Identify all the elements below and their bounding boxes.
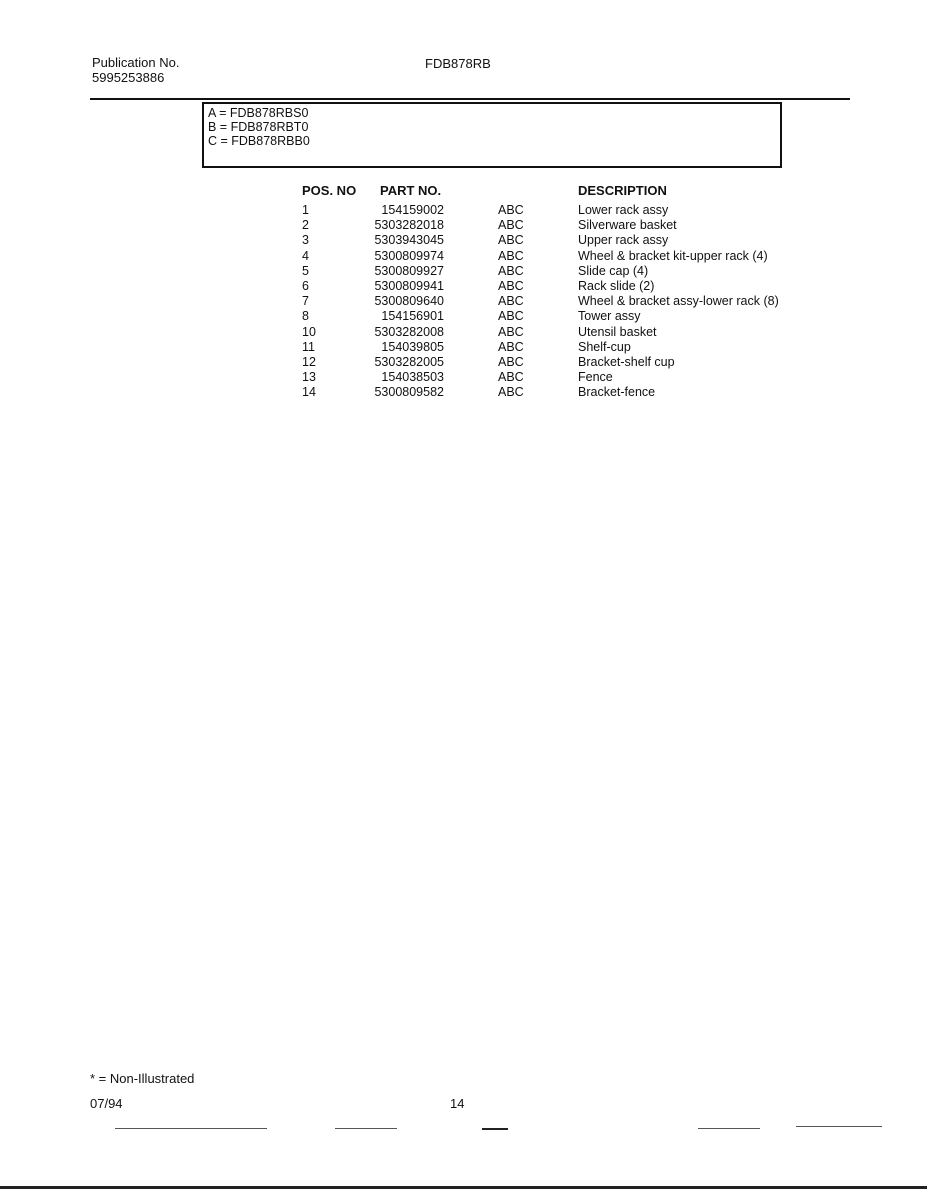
row-models: ABC: [498, 294, 524, 309]
row-pos-number: 3: [302, 233, 309, 248]
table-row: [0, 264, 927, 279]
footer-date: 07/94: [90, 1096, 123, 1111]
publication-label: Publication No.: [92, 55, 180, 70]
row-description: Utensil basket: [578, 324, 657, 339]
model-legend-list: [208, 106, 310, 148]
row-pos-number: 11: [302, 339, 315, 354]
row-part-number: 5300809927: [374, 263, 444, 278]
row-part-number: 5300809640: [374, 294, 444, 309]
row-models: ABC: [498, 309, 524, 324]
row-models: ABC: [498, 233, 524, 248]
row-part-number: 5300809582: [374, 385, 444, 400]
row-description: Shelf-cup: [578, 339, 631, 354]
row-description: Wheel & bracket assy-lower rack (8): [578, 294, 779, 309]
row-pos-number: 7: [302, 294, 309, 309]
table-row: [0, 233, 927, 248]
table-row: [0, 279, 927, 294]
row-part-number: 5303943045: [374, 233, 444, 248]
row-models: ABC: [498, 324, 524, 339]
row-part-number: 154039805: [381, 339, 444, 354]
table-row: [0, 218, 927, 233]
row-pos-number: 12: [302, 355, 316, 369]
row-description: Bracket-fence: [578, 385, 656, 400]
table-row: [0, 370, 927, 385]
row-pos-number: 1: [302, 203, 309, 217]
row-models: ABC: [498, 263, 524, 278]
table-row: [0, 309, 927, 324]
footer-dash: [698, 1128, 760, 1129]
row-part-number: 154159002: [381, 203, 444, 217]
row-models: ABC: [498, 248, 524, 263]
page-number: 14: [450, 1096, 465, 1111]
header-divider: [90, 98, 850, 100]
publication-number: 5995253886: [92, 70, 165, 85]
row-pos-number: 5: [302, 263, 309, 278]
row-models: ABC: [498, 355, 524, 369]
table-row: [0, 385, 927, 400]
table-row: [0, 249, 927, 264]
row-part-number: 5300809941: [374, 279, 444, 293]
footer-dash: [115, 1128, 267, 1129]
row-models: ABC: [498, 339, 524, 354]
row-models: ABC: [498, 370, 524, 385]
column-header-description: DESCRIPTION: [578, 183, 667, 198]
row-part-number: 5303282005: [374, 355, 444, 369]
row-pos-number: 2: [302, 218, 309, 233]
footer-dash: [335, 1128, 397, 1129]
row-part-number: 5303282008: [374, 324, 444, 339]
row-part-number: 5300809974: [374, 248, 444, 263]
table-row: [0, 340, 927, 355]
non-illustrated-note: * = Non-Illustrated: [90, 1071, 195, 1086]
footer-dash: [482, 1128, 508, 1130]
model-legend-item: B = FDB878RBT0: [208, 120, 309, 134]
row-pos-number: 10: [302, 324, 316, 339]
table-row: [0, 294, 927, 309]
row-description: Slide cap (4): [578, 263, 649, 278]
row-description: Lower rack assy: [578, 203, 669, 217]
row-description: Tower assy: [578, 309, 641, 324]
row-models: ABC: [498, 218, 524, 233]
row-description: Bracket-shelf cup: [578, 355, 675, 369]
row-models: ABC: [498, 279, 524, 293]
model-legend-item: A = FDB878RBS0: [208, 106, 309, 120]
row-description: Wheel & bracket kit-upper rack (4): [578, 248, 768, 263]
row-description: Upper rack assy: [578, 233, 669, 248]
row-models: ABC: [498, 385, 524, 400]
column-header-pos: POS. NO: [302, 183, 357, 198]
row-part-number: 5303282018: [374, 218, 444, 233]
footer-dash: [796, 1126, 882, 1127]
row-part-number: 154156901: [381, 309, 444, 324]
model-code: FDB878RB: [425, 56, 491, 71]
row-pos-number: 13: [302, 370, 316, 385]
page-bottom-edge: [0, 1186, 927, 1189]
table-row: [0, 203, 927, 218]
row-pos-number: 6: [302, 279, 309, 293]
row-description: Silverware basket: [578, 218, 677, 233]
model-legend-item: C = FDB878RBB0: [208, 134, 310, 148]
row-pos-number: 14: [302, 385, 316, 400]
row-models: ABC: [498, 203, 524, 217]
row-pos-number: 4: [302, 248, 309, 263]
table-row: [0, 325, 927, 340]
row-description: Fence: [578, 370, 613, 385]
row-description: Rack slide (2): [578, 279, 655, 293]
row-part-number: 154038503: [381, 370, 444, 385]
model-legend-box: [202, 102, 782, 168]
table-row: [0, 355, 927, 370]
column-header-part: PART NO.: [380, 183, 442, 198]
row-pos-number: 8: [302, 309, 309, 324]
